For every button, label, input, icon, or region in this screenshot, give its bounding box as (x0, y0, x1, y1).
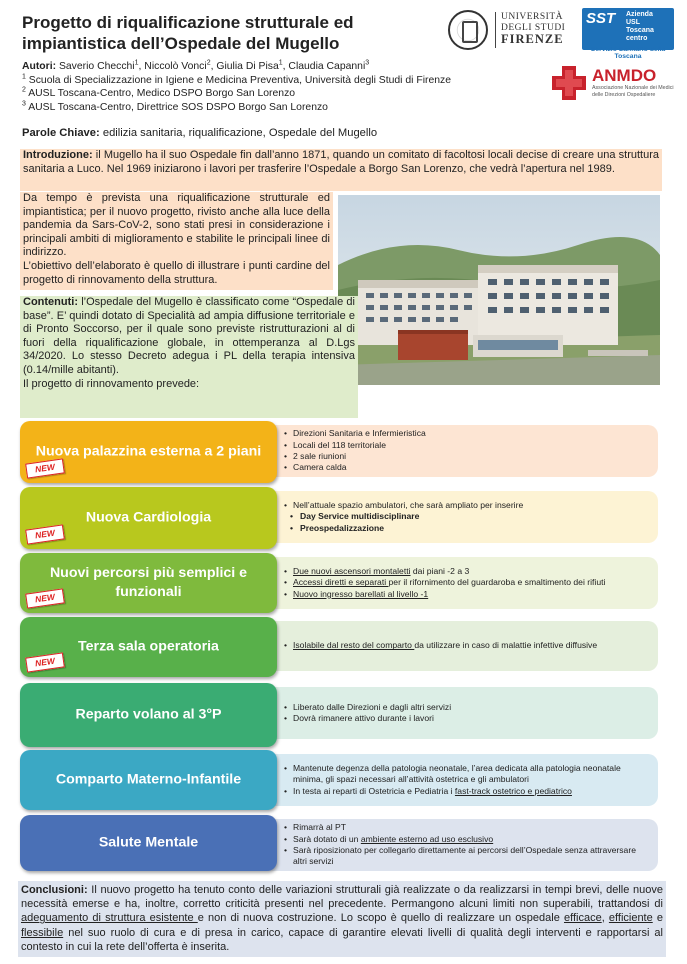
anmdo-name: ANMDO (592, 66, 657, 85)
bullet-item (284, 834, 650, 845)
section-bullet-list (284, 500, 523, 534)
new-badge-icon: NEW (25, 652, 65, 672)
bullet-item (284, 640, 597, 651)
section-row (20, 421, 660, 483)
affiliation-sup: 3 (22, 100, 26, 108)
keywords-label: Parole Chiave: (22, 127, 100, 139)
section-card (20, 683, 277, 747)
bullet-text: Isolabile dal resto del comparto (293, 640, 415, 651)
section-card (20, 750, 277, 810)
bullet-text: Sarà riposizionato per collegarlo direttamente ai percorsi dell’Ospedale senza attraversare altri servizi (293, 845, 636, 867)
bullet-text: da utilizzare in caso di malattie infettive diffusive (414, 640, 598, 651)
contenuti-after: Il progetto di rinnovamento prevede: (23, 377, 200, 390)
poster-title: Progetto di riqualificazione strutturale ed impiantistica dell’Ospedale del Mugello (22, 13, 354, 53)
bullet-text: Mantenute degenza della patologia neonatale, l’area dedicata alla patologia neonatale minima, gli spazi necessari all’attività ostetrica e gli ambulatori (293, 762, 621, 785)
section-title: Nuova Cardiologia (85, 509, 212, 526)
anmdo-logo (550, 60, 680, 104)
section-card (20, 487, 277, 549)
affiliation (22, 87, 492, 101)
bullet-text: Dovrà rimanere attivo durante i lavori (293, 713, 434, 723)
conclusioni-part: e non di nuova costruzione. Lo scopo è quello di realizzare un ospedale (197, 912, 564, 925)
section-bullet-list (284, 428, 426, 474)
author-sup: 3 (365, 59, 370, 67)
section-bullet-list (284, 702, 451, 725)
bullet-item (284, 511, 523, 522)
usl-name (626, 11, 654, 43)
bullet-text: Accessi diretti e separati (293, 577, 389, 588)
section-row (20, 815, 660, 871)
section-details-panel (260, 754, 658, 806)
affiliation-text: AUSL Toscana-Centro, Direttrice SOS DSPO Borgo San Lorenzo (25, 101, 328, 113)
conclusioni-part: adeguamento di struttura esistente (21, 912, 198, 925)
bullet-text: 2 sale riunioni (293, 451, 347, 461)
bullet-text: Due nuovi ascensori montaletti (293, 565, 411, 576)
bullet-text: Rimarrà al PT (293, 822, 347, 833)
bullet-text: Sarà dotato di un (293, 833, 361, 844)
section-title: Salute Mentale (98, 834, 199, 851)
bullet-item (284, 500, 523, 511)
bullet-text: per il rifornimento del guardaroba e smaltimento dei rifiuti (388, 577, 606, 588)
affiliation-sup: 2 (22, 86, 26, 94)
conclusioni-box (18, 881, 666, 957)
authors-list: Saverio Checchi$^1$, Niccolò Vonci$^2$, Giulia Di Pisa$^1$, Claudia Capanni$^3$ (58, 59, 370, 72)
bullet-text: dai piani -2 a 3 (410, 565, 470, 576)
bullet-item (284, 713, 451, 724)
affiliation-sup: 1 (22, 73, 26, 81)
bullet-item (284, 440, 426, 451)
bullet-text: Camera calda (293, 462, 347, 473)
section-details-panel (260, 621, 658, 671)
anmdo-cross-icon (550, 64, 588, 102)
authors-line (22, 60, 492, 74)
unifi-line1: UNIVERSITÀ (501, 12, 563, 22)
conclusioni-part: Il nuovo progetto ha tenuto conto delle variazioni strutturali già realizzate o da realizzarsi in tempi brevi, delle nuove necessità emerse e ha, inoltre, corretto criticità presenti nel precedente. Permangono alcuni limiti non superabili, trattandosi di (21, 884, 663, 911)
introduzione-continued (20, 192, 333, 290)
section-title: Reparto volano al 3°P (75, 706, 222, 723)
bullet-text: Liberato dalle Direzioni e dagli altri servizi (293, 701, 452, 712)
unifi-line2: DEGLI STUDI (501, 23, 566, 33)
usl-brand: SST (586, 10, 616, 27)
bullet-item (284, 702, 451, 713)
bullet-text: Nuovo ingresso barellati al livello -1 (293, 588, 429, 599)
section-card (20, 815, 277, 871)
conclusioni-part: flessibile (21, 926, 64, 939)
section-details-panel (260, 819, 658, 871)
new-badge-icon: NEW (25, 524, 65, 544)
conclusioni-label: Conclusioni: (21, 884, 88, 896)
introduzione-body: il Mugello ha il suo Ospedale fin dall’anno 1871, quando un comitato di facoltosi locali decise di creare una struttura sanitaria a Luco. Nel 1969 iniziarono i lavori per trasferire l’Ospedale a Borgo San Lorenzo, che vedrà l’apertura nel 1989. (23, 149, 659, 175)
introduzione-label: Introduzione: (23, 149, 93, 161)
conclusioni-part: efficiente (608, 912, 653, 925)
author-sup: 1 (134, 59, 139, 67)
contenuti-body: l’Ospedale del Mugello è classificato come “Ospedale di base”. E’ quindi dotato di Specialità ad ampia diffusione territoriale e di Pronto Soccorso, per il quale sono previste ristrutturazioni al di fuori della riqualificazione globale, in ottemperanza al D.Lgs 34/2020. Lo stesso Decreto adegua i PL della terapia intensiva (0.14/mille abitanti). (23, 296, 355, 376)
affiliation (22, 74, 492, 88)
bullet-item (284, 451, 426, 462)
bullet-text: Locali del 118 territoriale (293, 439, 386, 450)
bullet-item (284, 428, 426, 439)
affiliation-text: AUSL Toscana-Centro, Medico DSPO Borgo San Lorenzo (25, 88, 296, 100)
section-bullet-list (284, 566, 605, 600)
section-row (20, 683, 660, 747)
contenuti-label: Contenuti: (23, 296, 78, 308)
author-name: Claudia Capanni (285, 61, 366, 72)
bullet-text: In testa ai reparti di Ostetricia e Pediatria i (293, 785, 455, 796)
bullet-text: ambiente esterno ad uso esclusivo (360, 833, 494, 844)
hospital-rendering-image (338, 195, 660, 385)
bullet-item (284, 763, 650, 786)
section-title: Comparto Materno-Infantile (55, 771, 242, 788)
usl-line4: centro (626, 35, 648, 42)
authors-label: Autori: (22, 61, 57, 72)
bullet-text: fast-track ostetrico e pediatrico (454, 785, 572, 796)
conclusioni-text (21, 883, 663, 954)
section-card (20, 421, 277, 483)
keywords-line (22, 127, 492, 139)
section-row (20, 617, 660, 677)
section-title: Nuova palazzina esterna a 2 piani (35, 443, 262, 460)
unifi-logo (448, 10, 576, 50)
bullet-item (284, 845, 650, 868)
section-bullet-list (284, 763, 650, 797)
section-details-panel (260, 557, 658, 609)
new-badge-icon: NEW (25, 458, 65, 478)
bullet-item (284, 822, 650, 833)
affiliations-list (22, 74, 492, 115)
author-sup: 1 (278, 59, 283, 67)
bullet-item (284, 589, 605, 600)
section-row (20, 553, 660, 613)
author-sup: 2 (206, 59, 211, 67)
intro-paragraph-2: Da tempo è prevista una riqualificazione strutturale ed impiantistica; per il nuovo progetto, rivisto anche alla luce della pandemia da Sars-CoV-2, sono stati presi in considerazione i principali ambiti di miglioramento e stabilite le principali linee di indirizzo. (23, 192, 330, 259)
bullet-item (284, 577, 605, 588)
bullet-text: Nell’attuale spazio ambulatori, che sarà ampliato per inserire (293, 499, 524, 510)
logo-divider (495, 12, 496, 48)
conclusioni-part: e (652, 912, 663, 925)
conclusioni-part: , (601, 912, 609, 925)
bullet-text: Direzioni Sanitaria e Infermieristica (293, 428, 426, 439)
author-name: Niccolò Vonci (141, 61, 207, 72)
author-name: Saverio Checchi (58, 61, 135, 72)
section-details-panel (260, 687, 658, 739)
section-bullet-list (284, 640, 597, 651)
bullet-item (284, 566, 605, 577)
contenuti-box (20, 296, 358, 418)
author-name: Giulia Di Pisa (213, 61, 279, 72)
anmdo-desc: Associazione Nazionale dei Medici delle Direzioni Ospedaliere (592, 85, 674, 98)
bullet-text: Day Service multidisciplinare (300, 511, 420, 522)
usl-subtitle: Servizio Sanitario della Toscana (590, 46, 666, 60)
section-title: Nuovi percorsi più semplici e funzionali (49, 565, 248, 600)
section-card (20, 553, 277, 613)
section-details-panel (260, 425, 658, 477)
usl-line1: Azienda (626, 11, 653, 18)
bullet-item (284, 523, 523, 534)
bullet-text: Preospedalizzazione (300, 522, 385, 533)
intro-paragraph-3: L’obiettivo dell’elaborato è quello di illustrare i punti cardine del progetto di rinnovamento della struttura. (23, 259, 330, 286)
authors-block (22, 60, 492, 114)
section-row (20, 750, 660, 810)
affiliation (22, 101, 492, 115)
new-badge-icon: NEW (25, 588, 65, 608)
unifi-seal-icon (448, 10, 488, 50)
usl-toscana-logo (582, 8, 674, 60)
affiliation-text: Scuola di Specializzazione in Igiene e Medicina Preventiva, Università degli Studi di Firenze (25, 74, 451, 86)
section-bullet-list (284, 822, 650, 868)
keywords-text: edilizia sanitaria, riqualificazione, Ospedale del Mugello (102, 127, 378, 139)
conclusioni-part: nel suo ruolo di cura e di presa in carico, capace di garantire elevati livelli di qualità degli interventi e rapportarsi al contesto in cui la rete dell’offerta è inserita. (21, 926, 663, 953)
section-details-panel (260, 491, 658, 543)
usl-line3: Toscana (626, 27, 654, 34)
introduzione-text (23, 149, 659, 176)
bullet-item (284, 786, 650, 797)
section-card (20, 617, 277, 677)
section-title: Terza sala operatoria (78, 638, 219, 655)
introduzione-box (20, 149, 662, 191)
bullet-item (284, 462, 426, 473)
section-row (20, 487, 660, 549)
contenuti-text (23, 296, 355, 378)
unifi-line3: FIRENZE (501, 32, 564, 46)
conclusioni-part: efficace (563, 912, 602, 925)
usl-line2: USL (626, 19, 640, 26)
